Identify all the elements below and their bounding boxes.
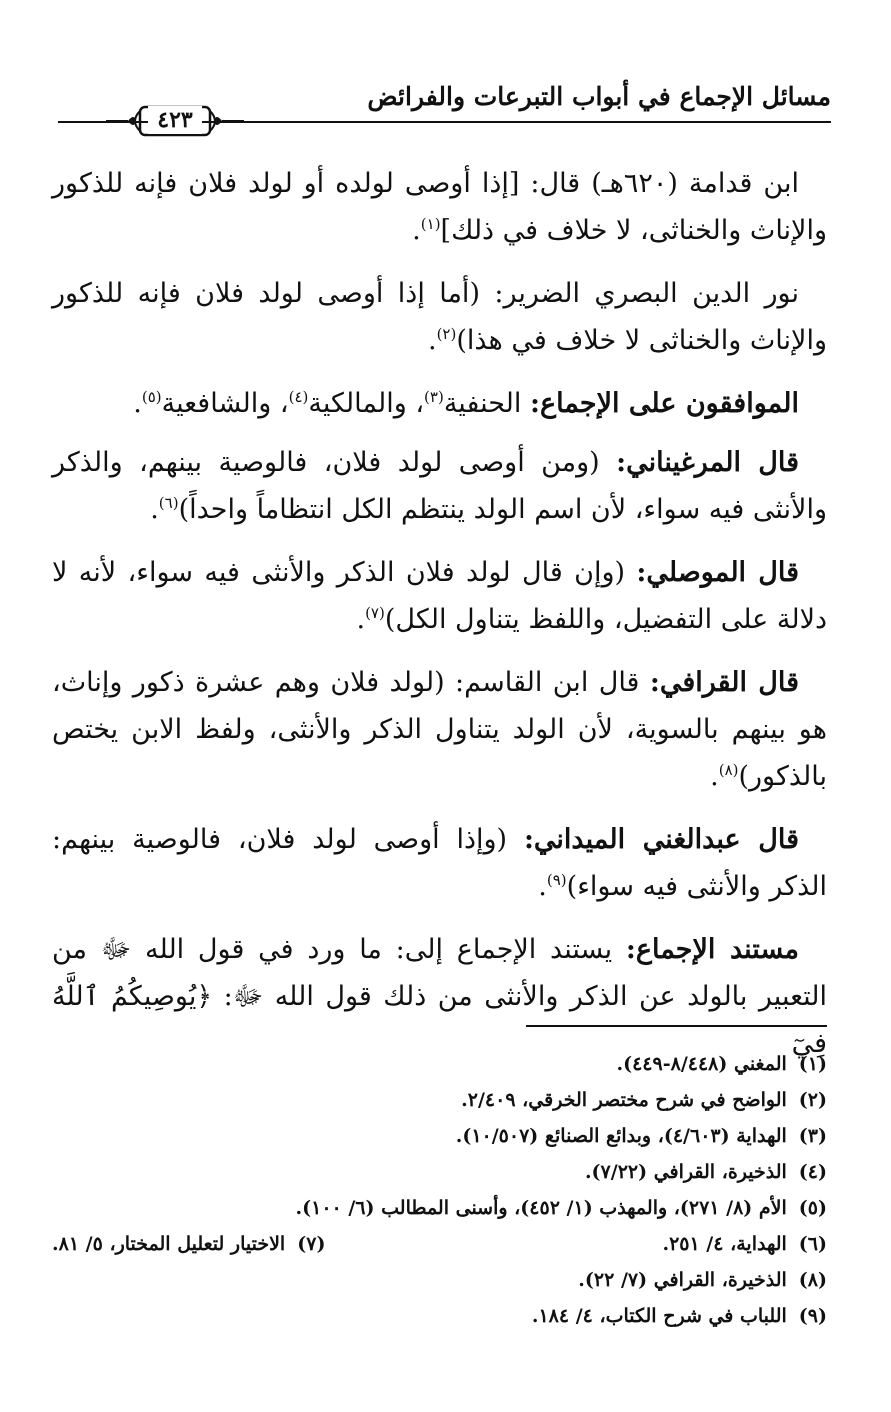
footnote-ref: (٢) [436,325,457,343]
footnote-text: الواضح في شرح مختصر الخرقي، ٢/٤٠٩. [461,1089,787,1111]
page-number: ٤٢٣ [148,106,202,134]
footnote-row [52,1046,827,1082]
footnote-number: (٤) [798,1161,827,1183]
paragraph-marghinani [52,439,827,533]
paragraph-qarafi [52,659,827,800]
paragraph-agreeing-schools [52,380,827,427]
footnote-ref: (٩) [546,871,567,889]
footnote-ref: (٥) [141,388,162,406]
paragraph-text: يستند الإجماع إلى: ما ورد في قول الله ﷻ من التعبير بالولد عن الذكر والأنثى من ذلك قول الله ﷻ: ﴿يُوصِيكُمُ ٱللَّهُ فِيٓ [52,934,827,1059]
footnote-5 [296,1190,828,1226]
footnote-text: الهداية (٤/٦٠٣)، وبدائع الصنائع (١٠/٥٠٧). [455,1125,787,1147]
paragraph-ibn-qudama [52,160,827,254]
footnote-number: (١) [798,1053,827,1075]
footnote-row [52,1298,827,1334]
footnote-text: الأم (٨/ ٢٧١)، والمهذب (١/ ٤٥٢)، وأسنى المطالب (٦/ ١٠٠). [295,1197,787,1219]
footnote-ref: (١) [420,215,441,233]
paragraph-lead: الموافقون على الإجماع: [530,388,799,419]
footnote-row [52,1154,827,1190]
footnote-number: (٩) [798,1305,827,1327]
paragraph-lead: قال عبدالغني الميداني: [523,824,799,855]
paragraph-maydani [52,816,827,910]
paragraph-lead: قال الموصلي: [636,557,799,588]
footnote-ref: (٦) [158,494,179,512]
footnotes [52,1046,827,1334]
footnote-text: الهداية، ٤/ ٢٥١. [662,1233,787,1255]
footnote-text: الذخيرة، القرافي (٧/ ٢٢). [578,1269,787,1291]
footnote-7 [52,1226,325,1262]
running-title: مسائل الإجماع في أبواب التبرعات والفرائض [367,82,831,111]
school-shafii: ، والشافعية [161,388,289,419]
paragraph-end: . [356,604,366,635]
paragraph-lead: قال المرغيناني: [616,447,799,478]
footnote-row [52,1262,827,1298]
footnote-8 [578,1262,827,1298]
footnote-1 [616,1046,827,1082]
footnote-text: الذخيرة، القرافي (٧/٢٢). [584,1161,787,1183]
paragraph-text: نور الدين البصري الضرير: (أما إذا أوصى لولد فلان فإنه للذكور والإناث والخناثى لا خلاف في هذا) [52,278,827,356]
paragraph-text: (وإن قال لولد فلان الذكر والأنثى فيه سواء، لأنه لا دلالة على التفضيل، واللفظ يتناول الكل) [52,557,827,635]
footnote-text: الاختيار لتعليل المختار، ٥/ ٨١. [52,1233,286,1255]
footnote-row [52,1226,827,1262]
footnote-ref: (٧) [365,604,385,622]
paragraph-lead: مستند الإجماع: [625,934,799,965]
paragraph-end: . [427,325,437,356]
footnote-number: (٥) [798,1197,827,1219]
footnote-text: اللباب في شرح الكتاب، ٤/ ١٨٤. [531,1305,787,1327]
school-hanafi: الحنفية [443,388,530,419]
paragraph-text: ابن قدامة (٦٢٠هـ) قال: [إذا أوصى لولده أو لولد فلان فإنه للذكور والإناث والخناثى، لا خلاف في ذلك] [52,168,827,246]
footnote-text: المغني (٨/٤٤٨-٤٤٩). [616,1053,787,1075]
paragraph-nur-al-din [52,270,827,364]
paragraph-end: . [710,761,719,792]
main-text [52,160,827,1083]
paragraph-end: . [538,871,547,902]
footnote-row [52,1082,827,1118]
footnote-9 [532,1298,827,1334]
school-maliki: ، والمالكية [308,388,425,419]
footnote-3 [456,1118,827,1154]
footnote-ref: (٤) [288,388,309,406]
footnote-row [52,1118,827,1154]
page-header [58,74,831,133]
page-number-ornament [106,104,244,138]
footnote-number: (٨) [798,1269,827,1291]
paragraph-text: (وإذا أوصى لولد فلان، فالوصية بينهم: الذكر والأنثى فيه سواء) [52,824,827,902]
paragraph-text: (ومن أوصى لولد فلان، فالوصية بينهم، والذكر والأنثى فيه سواء، لأن اسم الولد ينتظم الكل انتظاماً واحداً) [52,447,827,525]
paragraph-end: . [150,494,159,525]
paragraph-end: . [412,215,421,246]
footnote-2 [461,1082,827,1118]
paragraph-lead: قال القرافي: [649,667,799,698]
paragraph-end: . [133,388,142,419]
paragraph-text: قال ابن القاسم: (لولد فلان وهم عشرة ذكور وإناث، هو بينهم بالسوية، لأن الولد يتناول الذكر والأنثى، ولفظ الابن يختص بالذكور) [52,667,827,792]
footnote-row [52,1190,827,1226]
paragraph-mawsili [52,549,827,643]
footnote-number: (٧) [297,1233,326,1255]
footnote-number: (٢) [798,1089,827,1111]
footnote-ref: (٣) [424,388,444,406]
footnote-number: (٣) [798,1125,827,1147]
footnote-4 [585,1154,827,1190]
footnote-separator [526,1025,827,1027]
footnote-number: (٦) [798,1233,827,1255]
footnote-ref: (٨) [718,761,739,779]
footnote-6 [662,1226,827,1262]
